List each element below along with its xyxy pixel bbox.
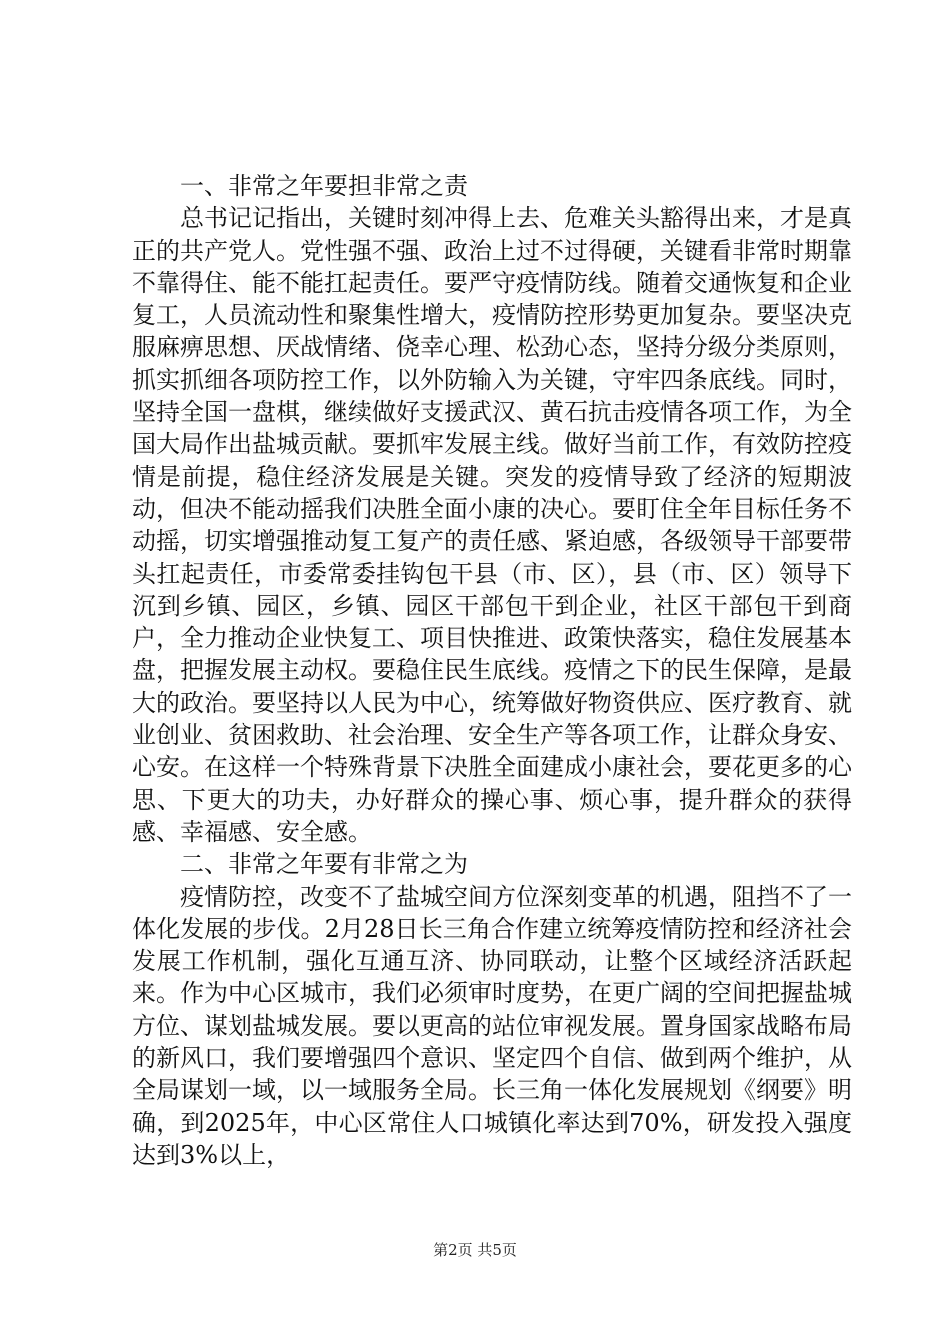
section-heading-2: 二、非常之年要有非常之为 <box>180 850 468 879</box>
document-body <box>132 170 852 1171</box>
section-paragraph-1: 总书记记指出，关键时刻冲得上去、危难关头豁得出来，才是真正的共产党人。党性强不强、政治上过不过得硬，关键看非常时期靠不靠得住、能不能扛起责任。要严守疫情防线。随着交通恢复和企业复工，人员流动性和聚集性增大，疫情防控形势更加复杂。要坚决克服麻痹思想、厌战情绪、侥幸心理、松劲心态，坚持分级分类原则，抓实抓细各项防控工作，以外防输入为关键，守牢四条底线。同时，坚持全国一盘棋，继续做好支援武汉、黄石抗击疫情各项工作，为全国大局作出盐城贡献。要抓牢发展主线。做好当前工作，有效防控疫情是前提，稳住经济发展是关键。突发的疫情导致了经济的短期波动，但决不能动摇我们决胜全面小康的决心。要盯住全年目标任务不动摇，切实增强推动复工复产的责任感、紧迫感，各级领导干部要带头扛起责任，市委常委挂钩包干县（市、区），县（市、区）领导下沉到乡镇、园区，乡镇、园区干部包干到企业，社区干部包干到商户，全力推动企业快复工、项目快推进、政策快落实，稳住发展基本盘，把握发展主动权。要稳住民生底线。疫情之下的民生保障，是最大的政治。要坚持以人民为中心，统筹做好物资供应、医疗教育、就业创业、贫困救助、社会治理、安全生产等各项工作，让群众身安、心安。在这样一个特殊背景下决胜全面建成小康社会，要花更多的心思、下更大的功夫，办好群众的操心事、烦心事，提升群众的获得感、幸福感、安全感。 <box>132 204 852 846</box>
page-number-footer: 第2页 共5页 <box>433 1241 517 1259</box>
section-paragraph-2: 疫情防控，改变不了盐城空间方位深刻变革的机遇，阻挡不了一体化发展的步伐。2月28日长三角合作建立统筹疫情防控和经济社会发展工作机制，强化互通互济、协同联动，让整个区域经济活跃起来。作为中心区城市，我们必须审时度势，在更广阔的空间把握盐城方位、谋划盐城发展。要以更高的站位审视发展。置身国家战略布局的新风口，我们要增强四个意识、坚定四个自信、做到两个维护，从全局谋划一域，以一域服务全局。长三角一体化发展规划《纲要》明确，到2025年，中心区常住人口城镇化率达到70%，研发投入强度达到3%以上， <box>132 882 852 1169</box>
section-heading-1: 一、非常之年要担非常之责 <box>180 172 468 200</box>
